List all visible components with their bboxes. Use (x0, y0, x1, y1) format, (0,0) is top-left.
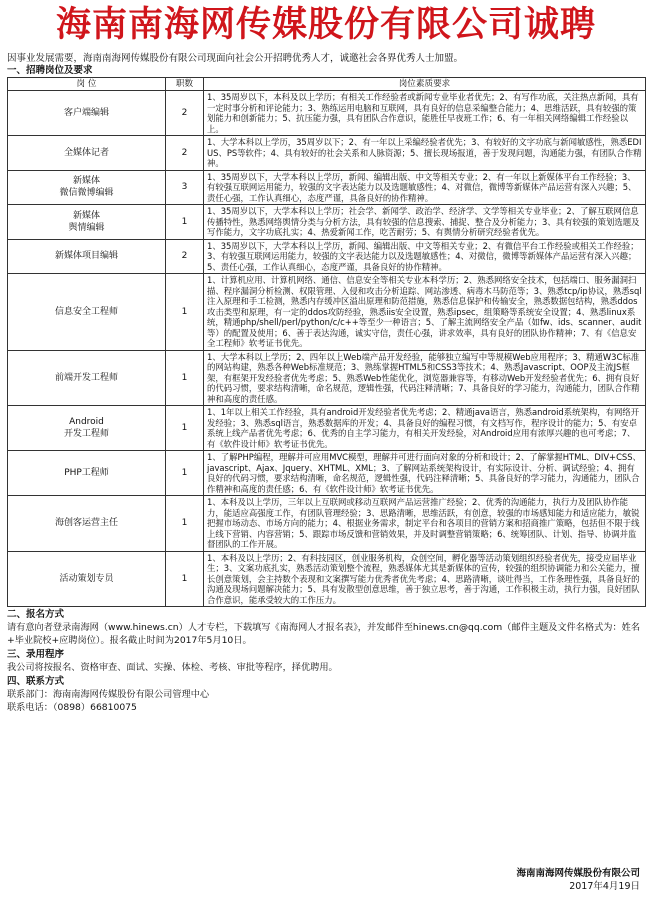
section4-heading: 四、联系方式 (7, 676, 65, 687)
apply-method-text: 请有意向者登录南海网（www.hinews.cn）人才专栏，下载填写《南海网人才报名表》，并发邮件至hinews.cn@qq.com（邮件主题及文件名格式为：姓名+毕业院校+应聘岗位）。报名截止时间为2017年5月10日。 (7, 622, 641, 646)
position-name: 前端开发工程师 (8, 350, 166, 406)
position-name: Android 开发工程师 (8, 406, 166, 451)
table-row (8, 91, 646, 136)
position-name: 信息安全工程师 (8, 274, 166, 351)
position-requirements: 1、大学本科以上学历，35周岁以下；2、有一年以上采编经验者优先；3、有较好的文字功底与新闻敏感性，熟悉EDIUS、PS等软件；4、具有较好的社会关系和人脉资源；5、擅长现场报道，善于发现问题，沟通能力强，有团队合作精神。 (204, 136, 646, 171)
page-title: 海南南海网传媒股份有限公司诚聘 (55, 5, 596, 45)
position-count: 1 (166, 350, 204, 406)
footer-date: 2017年4月19日 (569, 881, 640, 892)
position-requirements: 1、本科及以上学历，三年以上互联网或移动互联网产品运营推广经验；2、优秀的沟通能力，执行力及团队协作能力，能适应高强度工作，有团队管理经验；3、思路清晰，思维活跃，有创意，较强的市场感知能力和适应能力，敏锐把握市场动态、市场方向的能力；4、根据业务需求，制定平台和各项目的营销方案和招商推广策略，包括但不限于线上线下营销、内容营销；5、跟踪市场反馈和营销效果，并及时调整营销策略；6、统筹团队、计划、指导、协调并监督团队的工作开展。 (204, 496, 646, 552)
position-name: 客户端编辑 (8, 91, 166, 136)
position-name: 海创客运营主任 (8, 496, 166, 552)
contact-dept: 联系部门：海南南海网传媒股份有限公司管理中心 (7, 689, 210, 700)
column-header-count: 职数 (166, 78, 204, 91)
position-count: 3 (166, 170, 204, 205)
column-header-position: 岗 位 (8, 78, 166, 91)
position-requirements: 1、1年以上相关工作经验，具有android开发经验者优先考虑；2、精通java语言，熟悉android系统架构，有网络开发经验；3、熟悉sql语言，熟悉数据库的开发；4、具备良好的编程习惯，有文档写作，程序设计的能力；5、有安卓系统上线产品者优先考虑；6、优秀的自主学习能力，有相关开发经验，对Android应用有浓厚兴趣的也可考虑；7、有《软件设计师》软考证书优先。 (204, 406, 646, 451)
position-requirements: 1、了解PHP编程，理解并可应用MVC模型，理解并可进行面向对象的分析和设计；2、了解掌握HTML、DIV+CSS、javascript、Ajax、Jquery、XHTML、XML；3、了解网站系统架构设计，有实际设计、分析、调试经验；4、拥有良好的代码习惯，要求结构清晰，命名规范，逻辑性强，代码注释清晰；5、具备良好的学习能力，沟通能力，团队合作精神和高度的责任感；6、有《软件设计师》软考证书优先。 (204, 451, 646, 496)
footer (516, 867, 640, 893)
position-requirements: 1、本科及以上学历；2、有科技园区，创业服务机构，众创空间，孵化器等活动策划组织经验者优先，接受应届毕业生；3、文案功底扎实，熟悉活动策划整个流程，熟悉媒体尤其是新媒体的宣传，较强的组织协调能力和公关能力，擅长创意策划，会主持数个表现和文案撰写能力优秀者优先考虑；4、思路清晰，谈吐得当，工作条理性强，具备良好的沟通及现场问题解决能力；5、具有发散型创意思维，善于独立思考，善于沟通，工作积极主动，执行力强，良好团队合作意识，能承受较大的工作压力。 (204, 551, 646, 607)
position-name: PHP工程师 (8, 451, 166, 496)
table-row (8, 406, 646, 451)
position-count: 1 (166, 551, 204, 607)
table-row (8, 496, 646, 552)
position-count: 1 (166, 274, 204, 351)
table-row (8, 170, 646, 205)
column-header-requirements: 岗位素质要求 (204, 78, 646, 91)
position-count: 1 (166, 451, 204, 496)
section2-heading: 二、报名方式 (7, 609, 65, 620)
position-count: 2 (166, 136, 204, 171)
position-requirements: 1、35周岁以下，大学本科以上学历；社会学、新闻学、政治学、经济学、文学等相关专业毕业；2、了解互联网信息传播特性，熟悉网络舆情分类与分析方法，具有较强的信息搜索、捕捉、整合及分析能力；3、具有较强的策划选题及写作能力，文字功底扎实；4、热爱新闻工作，吃苦耐劳；5、有舆情分析研究经验者优先。 (204, 205, 646, 240)
table-row (8, 451, 646, 496)
table-row (8, 136, 646, 171)
contact-phone: 联系电话：（0898）66810075 (7, 702, 137, 713)
position-requirements: 1、35周岁以下，大学本科以上学历，新闻、编辑出版、中文等相关专业；2、有一年以上新媒体平台工作经验；3、有较强互联网运用能力，较强的文字表达能力以及选题敏感性；4、对微信，微博等新媒体产品运营有深入兴趣；5、责任心强，工作认真细心，态度严谨，具备良好的协作精神。 (204, 170, 646, 205)
table-row (8, 239, 646, 274)
position-requirements: 1、计算机应用、计算机网络、通信、信息安全等相关专业本科学历；2、熟悉网络安全技术，包括端口、服务漏洞扫描、程序漏洞分析检测、权限管理、入侵和攻击分析追踪、网站渗透、病毒木马防范等；3、熟悉tcp/ip协议，熟悉sql注入原理和手工检测，熟悉内存缓冲区溢出原理和防范措施，熟悉信息保护和传输安全，熟悉数据包结构，熟悉ddos攻击类型和原理，有一定的ddos攻防经验，熟悉iis安全设置，熟悉ipsec，组策略等系统安全设置；4、熟悉linux系统，精通php/shell/perl/python/c/c++等至少一种语言；5、了解主流网络安全产品（如fw、ids、scanner、audit等）的配置及使用；6、善于表达沟通，诚实守信，责任心强，讲求效率，具有良好的团队协作精神；7、有《信息安全工程师》软考证书优先。 (204, 274, 646, 351)
position-count: 1 (166, 205, 204, 240)
position-count: 1 (166, 406, 204, 451)
section1-heading: 一、招聘岗位及要求 (7, 65, 93, 76)
footer-company: 海南南海网传媒股份有限公司 (516, 868, 640, 879)
position-count: 2 (166, 91, 204, 136)
position-name: 新媒体 微信微博编辑 (8, 170, 166, 205)
job-table (7, 77, 646, 607)
table-row (8, 205, 646, 240)
intro-text: 因事业发展需要，海南南海网传媒股份有限公司现面向社会公开招聘优秀人才，诚邀社会各界优秀人士加盟。 (7, 53, 464, 64)
hiring-process-text: 我公司将按报名、资格审查、面试、实操、体检、考核、审批等程序，择优聘用。 (7, 662, 338, 673)
table-row (8, 551, 646, 607)
table-header-row (8, 78, 646, 91)
position-requirements: 1、大学本科以上学历；2、四年以上Web端产品开发经验，能够独立编写中等规模Web应用程序；3、精通W3C标准的网站构建，熟悉各种Web标准规范；3、熟练掌握HTML5和CSS3等技术；4、熟悉Javascript、OOP及主流JS框架，有框架开发经验者优先考虑；5、熟悉Web性能优化，浏览器兼容等，有移动Web开发经验者优先；6、拥有良好的代码习惯，要求结构清晰，命名规范，逻辑性强，代码注释清晰；7、具备良好的学习能力，沟通能力，团队合作精神和高度的责任感。 (204, 350, 646, 406)
position-count: 2 (166, 239, 204, 274)
position-requirements: 1、35周岁以下，大学本科以上学历，新闻、编辑出版、中文等相关专业；2、有微信平台工作经验或相关工作经验；3、有较强互联网运用能力，较强的文字表达能力以及选题敏感性；4、对微信，微博等新媒体产品运营有深入兴趣；5、责任心强，工作认真细心，态度严谨，具备良好的协作精神。 (204, 239, 646, 274)
position-name: 新媒体 舆情编辑 (8, 205, 166, 240)
position-requirements: 1、35周岁以下，本科及以上学历；有相关工作经验者或新闻专业毕业者优先；2、有写作功底，关注热点新闻，具有一定时事分析和评论能力；3、熟练运用电脑和互联网，具有良好的信息采编整合能力；4、思维活跃，具有较强的策划能力和创新能力；5、抗压能力强，具有团队合作意识，能胜任早夜班工作；6、有一年相关网络编辑工作经验以上。 (204, 91, 646, 136)
position-count: 1 (166, 496, 204, 552)
table-row (8, 350, 646, 406)
position-name: 全媒体记者 (8, 136, 166, 171)
table-row (8, 274, 646, 351)
section3-heading: 三、录用程序 (7, 649, 65, 660)
position-name: 新媒体项目编辑 (8, 239, 166, 274)
position-name: 活动策划专员 (8, 551, 166, 607)
